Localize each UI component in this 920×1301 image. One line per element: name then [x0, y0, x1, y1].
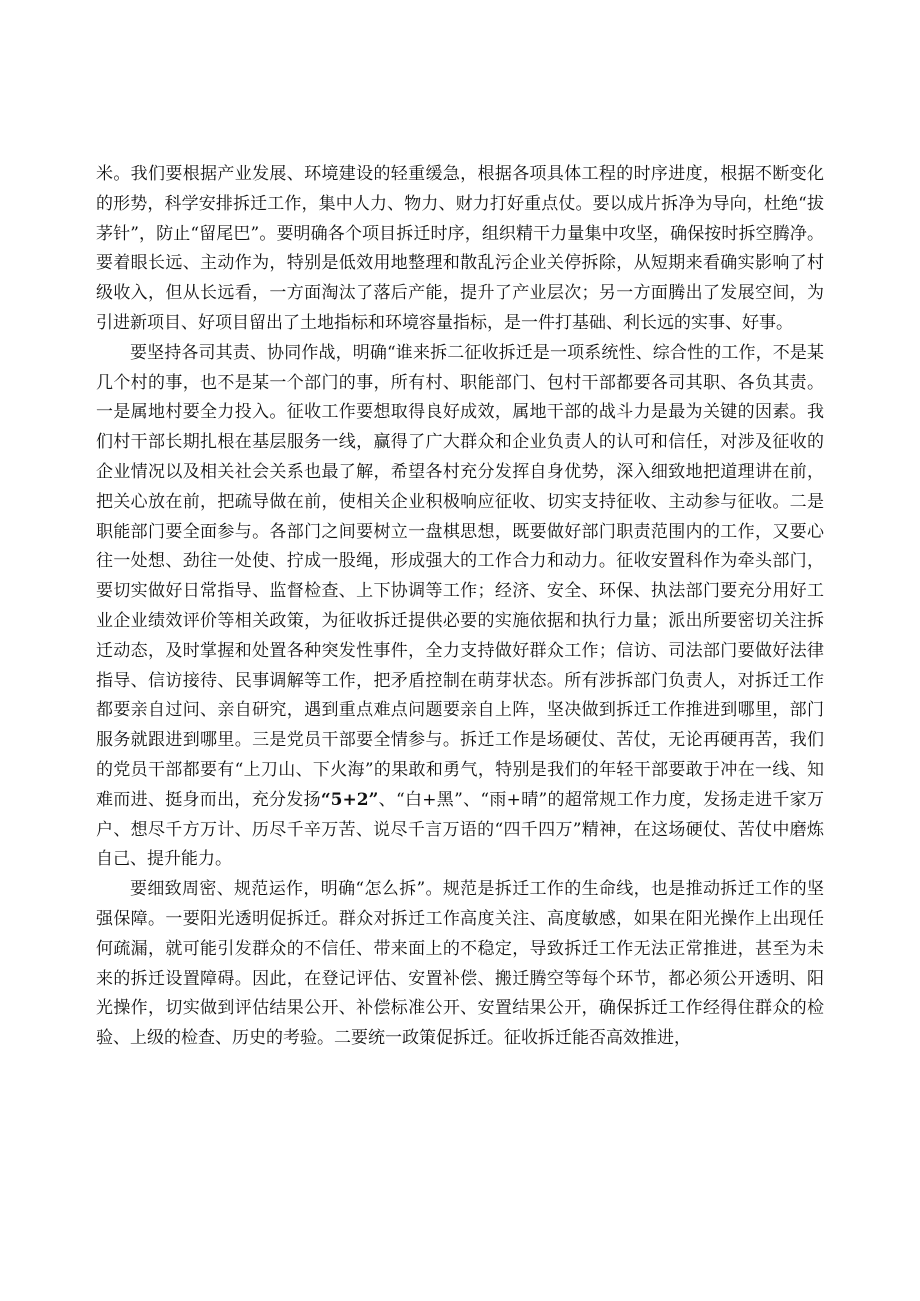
paragraph-1-text: 米。我们要根据产业发展、环境建设的轻重缓急，根据各项具体工程的时序进度，根据不断变化的形势，科学安排拆迁工作，集中人力、物力、财力打好重点仗。要以成片拆净为导向，杜绝“拔茅针”，防止“留尾巴”。要明确各个项目拆迁时序，组织精干力量集中攻坚，确保按时拆空腾净。要着眼长远、主动作为，特别是低效用地整理和散乱污企业关停拆除，从短期来看确实影响了村级收入，但从长远看，一方面淘汰了落后产能，提升了产业层次；另一方面腾出了发展空间，为引进新项目、好项目留出了土地指标和环境容量指标，是一件打基础、利长远的实事、好事。	[96, 164, 824, 333]
paragraph-1	[96, 160, 824, 339]
paragraph-3	[96, 875, 824, 1054]
paragraph-2-text-b: 、“白+黑”、“雨+晴”的超常规工作力度，发扬走进千家万户、想尽千方万计、历尽千辛万苦、说尽千言万语的“四千四万”精神，在这场硬仗、苦仗中磨炼自己、提升能力。	[96, 789, 824, 870]
paragraph-2-bold-5plus2: “5+2”	[320, 789, 379, 810]
paragraph-3-text: 要细致周密、规范运作，明确“怎么拆”。规范是拆迁工作的生命线，也是推动拆迁工作的坚强保障。一要阳光透明促拆迁。群众对拆迁工作高度关注、高度敏感，如果在阳光操作上出现任何疏漏，就可能引发群众的不信任、带来面上的不稳定，导致拆迁工作无法正常推进，甚至为未来的拆迁设置障碍。因此，在登记评估、安置补偿、搬迁腾空等每个环节，都必须公开透明、阳光操作，切实做到评估结果公开、补偿标准公开、安置结果公开，确保拆迁工作经得住群众的检验、上级的检查、历史的考验。二要统一政策促拆迁。征收拆迁能否高效推进，	[96, 879, 824, 1049]
paragraph-2	[96, 339, 824, 875]
paragraph-2-text-a: 要坚持各司其责、协同作战，明确“谁来拆二征收拆迁是一项系统性、综合性的工作，不是某几个村的事，也不是某一个部门的事，所有村、职能部门、包村干部都要各司其职、各负其责。一是属地村要全力投入。征收工作要想取得良好成效，属地干部的战斗力是最为关键的因素。我们村干部长期扎根在基层服务一线，赢得了广大群众和企业负责人的认可和信任，对涉及征收的企业情况以及相关社会关系也最了解，希望各村充分发挥自身优势，深入细致地把道理讲在前，把关心放在前，把疏导做在前，使相关企业积极响应征收、切实支持征收、主动参与征收。二是职能部门要全面参与。各部门之间要树立一盘棋思想，既要做好部门职责范围内的工作，又要心往一处想、劲往一处使、拧成一股绳，形成强大的工作合力和动力。征收安置科作为牵头部门，要切实做好日常指导、监督检查、上下协调等工作；经济、安全、环保、执法部门要充分用好工业企业绩效评价等相关政策，为征收拆迁提供必要的实施依据和执行力量；派出所要密切关注拆迁动态，及时掌握和处置各种突发性事件，全力支持做好群众工作；信访、司法部门要做好法律指导、信访接待、民事调解等工作，把矛盾控制在萌芽状态。所有涉拆部门负责人，对拆迁工作都要亲自过问、亲自研究，遇到重点难点问题要亲自上阵，坚决做到拆迁工作推进到哪里，部门服务就跟进到哪里。三是党员干部要全情参与。拆迁工作是场硬仗、苦仗，无论再硬再苦，我们的党员干部都要有“上刀山、下火海”的果敢和勇气，特别是我们的年轻干部要敢于冲在一线、知难而进、挺身而出，充分发扬	[96, 342, 824, 810]
document-body	[96, 160, 824, 1054]
